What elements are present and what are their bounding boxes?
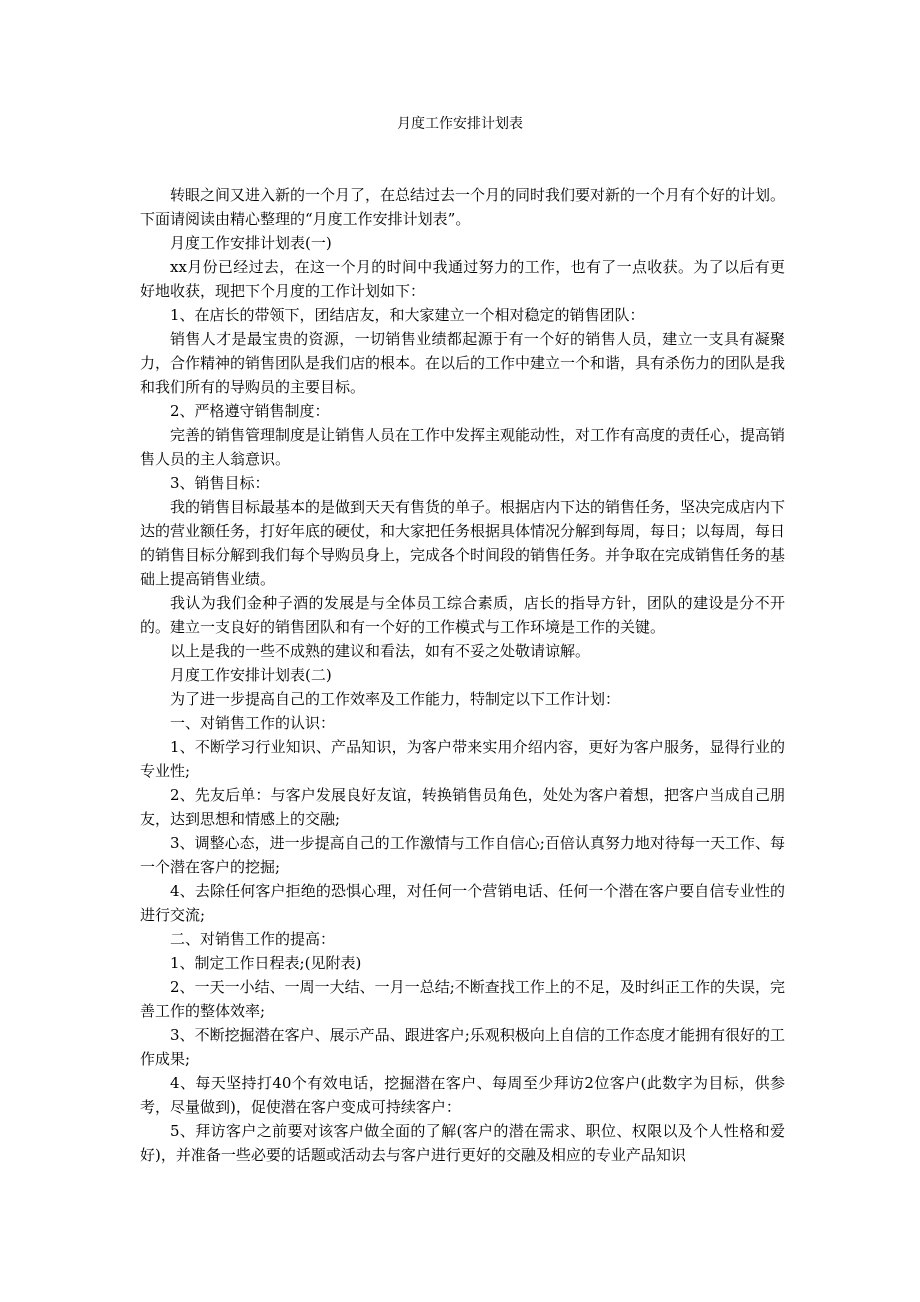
paragraph: 4、去除任何客户拒绝的恐惧心理，对任何一个营销电话、任何一个潜在客户要自信专业性的进行交流; xyxy=(140,882,785,924)
paragraph: 为了进一步提高自己的工作效率及工作能力，特制定以下工作计划： xyxy=(170,690,621,708)
paragraph: 销售人才是最宝贵的资源，一切销售业绩都起源于有一个好的销售人员，建立一支具有凝聚力，合作精神的销售团队是我们店的根本。在以后的工作中建立一个和谐，具有杀伤力的团队是我和我们所有的导购员的主要目标。 xyxy=(140,330,786,396)
paragraph: xx月份已经过去，在这一个月的时间中我通过努力的工作，也有了一点收获。为了以后有更好地收获，现把下个月度的工作计划如下： xyxy=(140,258,785,300)
paragraph: 以上是我的一些不成熟的建议和看法，如有不妥之处敬请谅解。 xyxy=(170,642,591,660)
paragraph: 转眼之间又进入新的一个月了，在总结过去一个月的同时我们要对新的一个月有个好的计划。下面请阅读由精心整理的“月度工作安排计划表”。 xyxy=(140,186,786,228)
paragraph: 完善的销售管理制度是让销售人员在工作中发挥主观能动性，对工作有高度的责任心，提高销售人员的主人翁意识。 xyxy=(140,426,786,468)
paragraph: 我的销售目标最基本的是做到天天有售货的单子。根据店内下达的销售任务，坚决完成店内下达的营业额任务，打好年底的硬仗，和大家把任务根据具体情况分解到每周，每日；以每周，每日的销售目标分解到我们每个导购员身上，完成各个时间段的销售任务。并争取在完成销售任务的基础上提高销售业绩。 xyxy=(140,498,786,588)
paragraph: 二、对销售工作的提高： xyxy=(170,930,336,948)
paragraph: 2、先友后单：与客户发展良好友谊，转换销售员角色，处处为客户着想，把客户当成自己朋友，达到思想和情感上的交融; xyxy=(140,786,785,828)
paragraph: 一、对销售工作的认识： xyxy=(170,714,336,732)
document-body xyxy=(140,183,785,1167)
paragraph: 5、拜访客户之前要对该客户做全面的了解(客户的潜在需求、职位、权限以及个人性格和爱好)，并准备一些必要的话题或活动去与客户进行更好的交融及相应的专业产品知识 xyxy=(140,1122,785,1164)
paragraph: 4、每天坚持打40个有效电话，挖掘潜在客户、每周至少拜访2位客户(此数字为目标，供参考，尽量做到)，促使潜在客户变成可持续客户： xyxy=(140,1074,785,1116)
section-heading: 月度工作安排计划表(一) xyxy=(170,234,332,252)
paragraph: 2、一天一小结、一周一大结、一月一总结;不断查找工作上的不足，及时纠正工作的失误，完善工作的整体效率; xyxy=(140,978,785,1020)
paragraph: 1、制定工作日程表;(见附表) xyxy=(170,954,362,972)
paragraph: 1、在店长的带领下，团结店友，和大家建立一个相对稳定的销售团队： xyxy=(170,306,645,324)
paragraph: 3、销售目标： xyxy=(170,474,270,492)
section-heading: 月度工作安排计划表(二) xyxy=(170,666,332,684)
paragraph: 我认为我们金种子酒的发展是与全体员工综合素质，店长的指导方针，团队的建设是分不开的。建立一支良好的销售团队和有一个好的工作模式与工作环境是工作的关键。 xyxy=(140,594,785,636)
paragraph: 3、不断挖掘潜在客户、展示产品、跟进客户;乐观积极向上自信的工作态度才能拥有很好的工作成果; xyxy=(140,1026,785,1068)
paragraph: 3、调整心态，进一步提高自己的工作激情与工作自信心;百倍认真努力地对待每一天工作、每一个潜在客户的挖掘; xyxy=(140,834,785,876)
paragraph: 1、不断学习行业知识、产品知识，为客户带来实用介绍内容，更好为客户服务，显得行业的专业性; xyxy=(140,738,785,780)
paragraph: 2、严格遵守销售制度： xyxy=(170,402,330,420)
document-title: 月度工作安排计划表 xyxy=(397,116,523,132)
